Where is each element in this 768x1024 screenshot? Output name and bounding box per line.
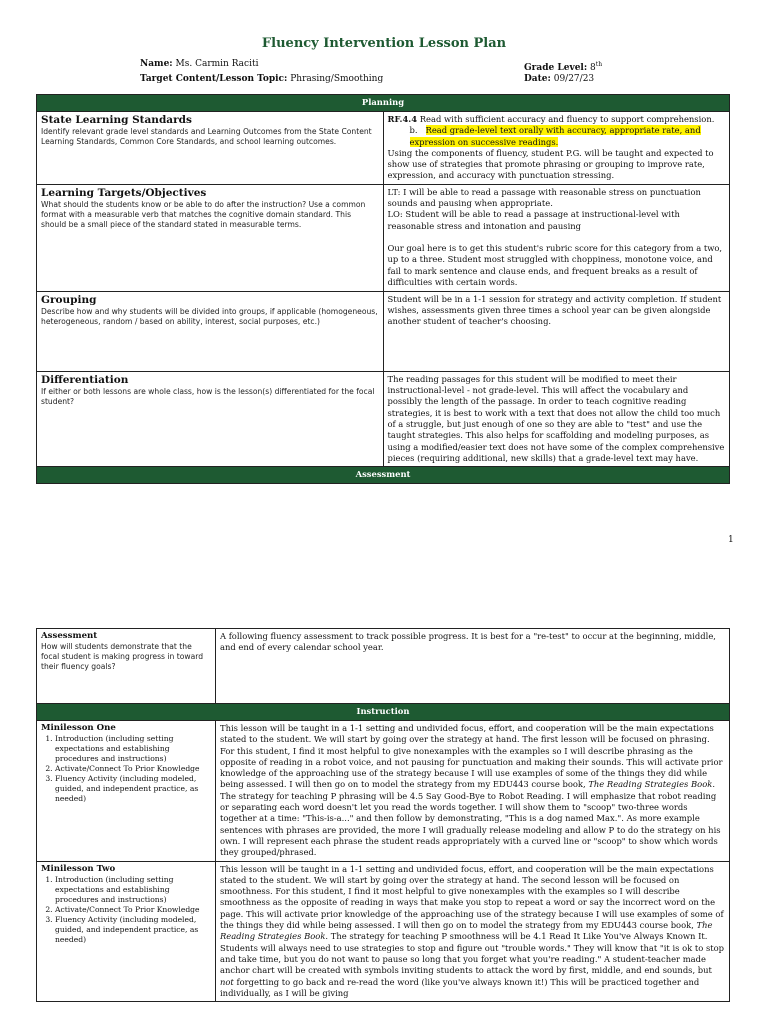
minilesson-two-text-part-2: . The strategy for teaching P smoothness will be 4.1 Read It Like You've Always Known It. Students will always need to use strategies to stop and figure out "trouble words." They will know that "it is ok to stop and take time, but you do not want to pause so long that you forget what you're reading." A student-teacher made anchor chart will be created with symbols inviting students to attack the word by first, middle, and end sounds, but <box>220 931 725 976</box>
minilesson-one-text-part-1: This lesson will be taught in a 1-1 setting and undivided focus, effort, and cooperation will be the main expectations stated to the student. We will start by going over the strategy at hand. The first lesson will be focused on phrasing. For this student, I find it most helpful to give nonexamples with the examples so I will describe phrasing as the opposite of reading in a robot voice, and not pausing for punctuation and making their sounds. This will activate prior knowledge of the approaching use of the strategy because I will use examples of some of the things they did while being assessed. I will then go on to model the strategy from my EDU443 course book, <box>220 723 723 790</box>
date-label: Date: <box>524 74 551 84</box>
list-item: 1. Introduction (including setting expectations and establishing procedures and instructions) <box>55 875 211 905</box>
assessment-band-row <box>37 467 730 484</box>
minilesson-two-row <box>37 861 730 1002</box>
standard-code: RF.4.4 <box>387 114 418 124</box>
standards-row <box>37 112 730 185</box>
differentiation-label-cell <box>37 371 384 466</box>
standard-b-label: b. <box>409 125 418 136</box>
page-number: 1 <box>728 535 734 545</box>
minilesson-two-text-part-1: This lesson will be taught in a 1-1 setting and undivided focus, effort, and cooperation will be the main expectations stated to the student. We will start by going over the strategy at hand. The second lesson will be focused on smoothness. For this student, I find it most helpful to give nonexamples with the examples so I will describe smoothness as the opposite of reading in ways that make you stop to repeat a word or say the incorrect word on the page. This will activate prior knowledge of the approaching use of the strategy because I will use examples of some of the things they did while being assessed. I will then go on to model the strategy from my EDU443 course book, <box>220 863 724 931</box>
standard-b-highlighted: Read grade-level text orally with accuracy, appropriate rate, and expression on successive readings. <box>409 125 701 147</box>
instruction-table <box>36 628 730 1002</box>
list-item: 1. Introduction (including setting expectations and establishing procedures and instructions) <box>55 734 211 764</box>
assessment-band: Assessment <box>37 467 730 484</box>
grouping-heading: Grouping <box>41 293 97 306</box>
standards-description: Identify relevant grade level standards and Learning Outcomes from the State Content Learning Standards, Common Core Standards, and school learning outcomes. <box>41 127 372 146</box>
minilesson-two-text-part-3: forgetting to go back and re-read the word (like you've always known it!) This will be practiced together and individually, as I will be giving <box>220 976 700 998</box>
standards-line-1 <box>388 114 726 125</box>
assessment-description: How will students demonstrate that the focal student is making progress in toward their fluency goals? <box>41 642 204 671</box>
planning-band: Planning <box>37 95 730 112</box>
minilesson-one-label-cell <box>37 721 216 862</box>
standards-line-b <box>388 125 726 148</box>
standard-text: Read with sufficient accuracy and fluency to support comprehension. <box>417 114 715 124</box>
page-break <box>0 576 768 600</box>
planning-band-row <box>37 95 730 112</box>
minilesson-two-list <box>41 875 211 945</box>
minilesson-one-heading: Minilesson One <box>41 723 116 733</box>
grouping-label-cell <box>37 291 384 371</box>
minilesson-two-text <box>220 864 725 1000</box>
assessment-heading: Assessment <box>41 631 98 641</box>
grade-label: Grade Level: <box>524 63 588 73</box>
grade-suffix: th <box>595 61 603 68</box>
page-two <box>0 600 768 1024</box>
minilesson-one-content-cell <box>216 721 730 862</box>
minilesson-one-list <box>41 734 211 804</box>
instruction-band: Instruction <box>37 704 730 721</box>
date-line <box>524 72 594 87</box>
grouping-description: Describe how and why students will be divided into groups, if applicable (homogeneous, heterogeneous, random / based on ability, interest, social purposes, etc.) <box>41 306 378 326</box>
learning-objective: LO: Student will be able to read a passage at instructional-level with reasonable stress and intonation and pausing <box>387 209 680 231</box>
assessment-content-cell <box>216 629 730 704</box>
grouping-text: Student will be in a 1-1 session for strategy and activity completion. If student wishes, assessments given three times a school year can be given alongside another student of teacher's choosing. <box>387 293 722 327</box>
standards-line-3: Using the components of fluency, student P.G. will be taught and expected to show use of strategies that promote phrasing or grouping to improve rate, expression, and accuracy with punctuation stressing. <box>387 147 714 181</box>
topic-label: Target Content/Lesson Topic: <box>140 74 288 84</box>
book-title: The Reading Strategies Book <box>588 779 713 790</box>
grouping-row <box>37 291 730 371</box>
differentiation-row <box>37 371 730 466</box>
list-item: 3. Fluency Activity (including modeled, guided, and independent practice, as needed) <box>55 915 211 945</box>
assessment-label-cell <box>37 629 216 704</box>
minilesson-two-label-cell <box>37 861 216 1002</box>
planning-table <box>36 94 730 484</box>
targets-heading: Learning Targets/Objectives <box>41 186 207 199</box>
topic-value: Phrasing/Smoothing <box>290 74 384 84</box>
targets-description: What should the students know or be able to do after the instruction? Use a common format with a measurable verb that matches the cognitive domain standard. This should be a small piece of the standard stated in measurable terms. <box>41 199 366 229</box>
document-title: Fluency Intervention Lesson Plan <box>261 36 507 51</box>
differentiation-description: If either or both lessons are whole class, how is the lesson(s) differentiated for the focal student? <box>41 386 375 406</box>
targets-row <box>37 184 730 291</box>
standards-heading: State Learning Standards <box>41 114 192 126</box>
standards-content-cell <box>383 112 730 185</box>
targets-label-cell <box>37 184 384 291</box>
minilesson-one-text-part-2: . The strategy for teaching P phrasing will be 4.5 Say Good-Bye to Robot Reading. I will emphasize that robot reading or separating each word doesn't let you read the words together. I will show them to "scoop" two-three words together at a time: "This-is-a..." and then follow by demonstrating, "This is a dog named Max.". As more example sentences with phrases are provided, the more I will gradually release modeling and allow P to do the strategy on his own. I will represent each phrase the student reads appropriately with a curved line or "scoop" to show which words they grouped/phrased. <box>220 779 721 858</box>
grouping-content-cell <box>383 291 730 371</box>
targets-goal: Our goal here is to get this student's rubric score for this category from a two, up to a three. Student most struggled with choppiness, monotone voice, and fail to mark sentence and clause ends, and frequent breaks as a result of difficulties with certain words. <box>387 242 723 287</box>
differentiation-text: The reading passages for this student will be modified to meet their instructional-level - not grade-level. This will affect the vocabulary and possibly the length of the passage. In order to teach cognitive reading strategies, it is best to work with a text that does not allow the child too much of a struggle, but just enough of one so they are able to "test" and use the taught strategies. This also helps for scaffolding and modeling purposes, as using a modified/easier text does not have some of the complex comprehensive pieces (requiring additional, new skills) that a grade-level text may have. <box>387 373 725 463</box>
assessment-row <box>37 629 730 704</box>
minilesson-two-heading: Minilesson Two <box>41 863 116 874</box>
differentiation-content-cell <box>383 371 730 466</box>
targets-content-cell <box>383 184 730 291</box>
book-title: The Reading Strategies Book <box>220 920 713 942</box>
name-line <box>140 57 258 72</box>
list-item: 2. Activate/Connect To Prior Knowledge <box>55 905 211 915</box>
grade-value: 8 <box>590 63 596 73</box>
minilesson-two-content-cell <box>216 861 730 1002</box>
date-value: 09/27/23 <box>553 74 595 84</box>
topic-line <box>140 72 383 87</box>
standards-label-cell <box>37 112 384 185</box>
emphasis-not: not <box>220 976 234 987</box>
list-item: 2. Activate/Connect To Prior Knowledge <box>55 764 211 774</box>
name-value: Ms. Carmin Raciti <box>175 59 259 69</box>
minilesson-one-text <box>220 723 725 859</box>
name-label: Name: <box>140 59 173 69</box>
assessment-text: A following fluency assessment to track possible progress. It is best for a "re-test" to occur at the beginning, middle, and end of every calendar school year. <box>220 631 716 653</box>
minilesson-one-row <box>37 721 730 862</box>
list-item: 3. Fluency Activity (including modeled, guided, and independent practice, as needed) <box>55 774 211 804</box>
learning-target: LT: I will be able to read a passage with reasonable stress on punctuation sounds and pausing when appropriate. <box>387 186 701 209</box>
instruction-band-row <box>37 704 730 721</box>
differentiation-heading: Differentiation <box>41 373 129 386</box>
